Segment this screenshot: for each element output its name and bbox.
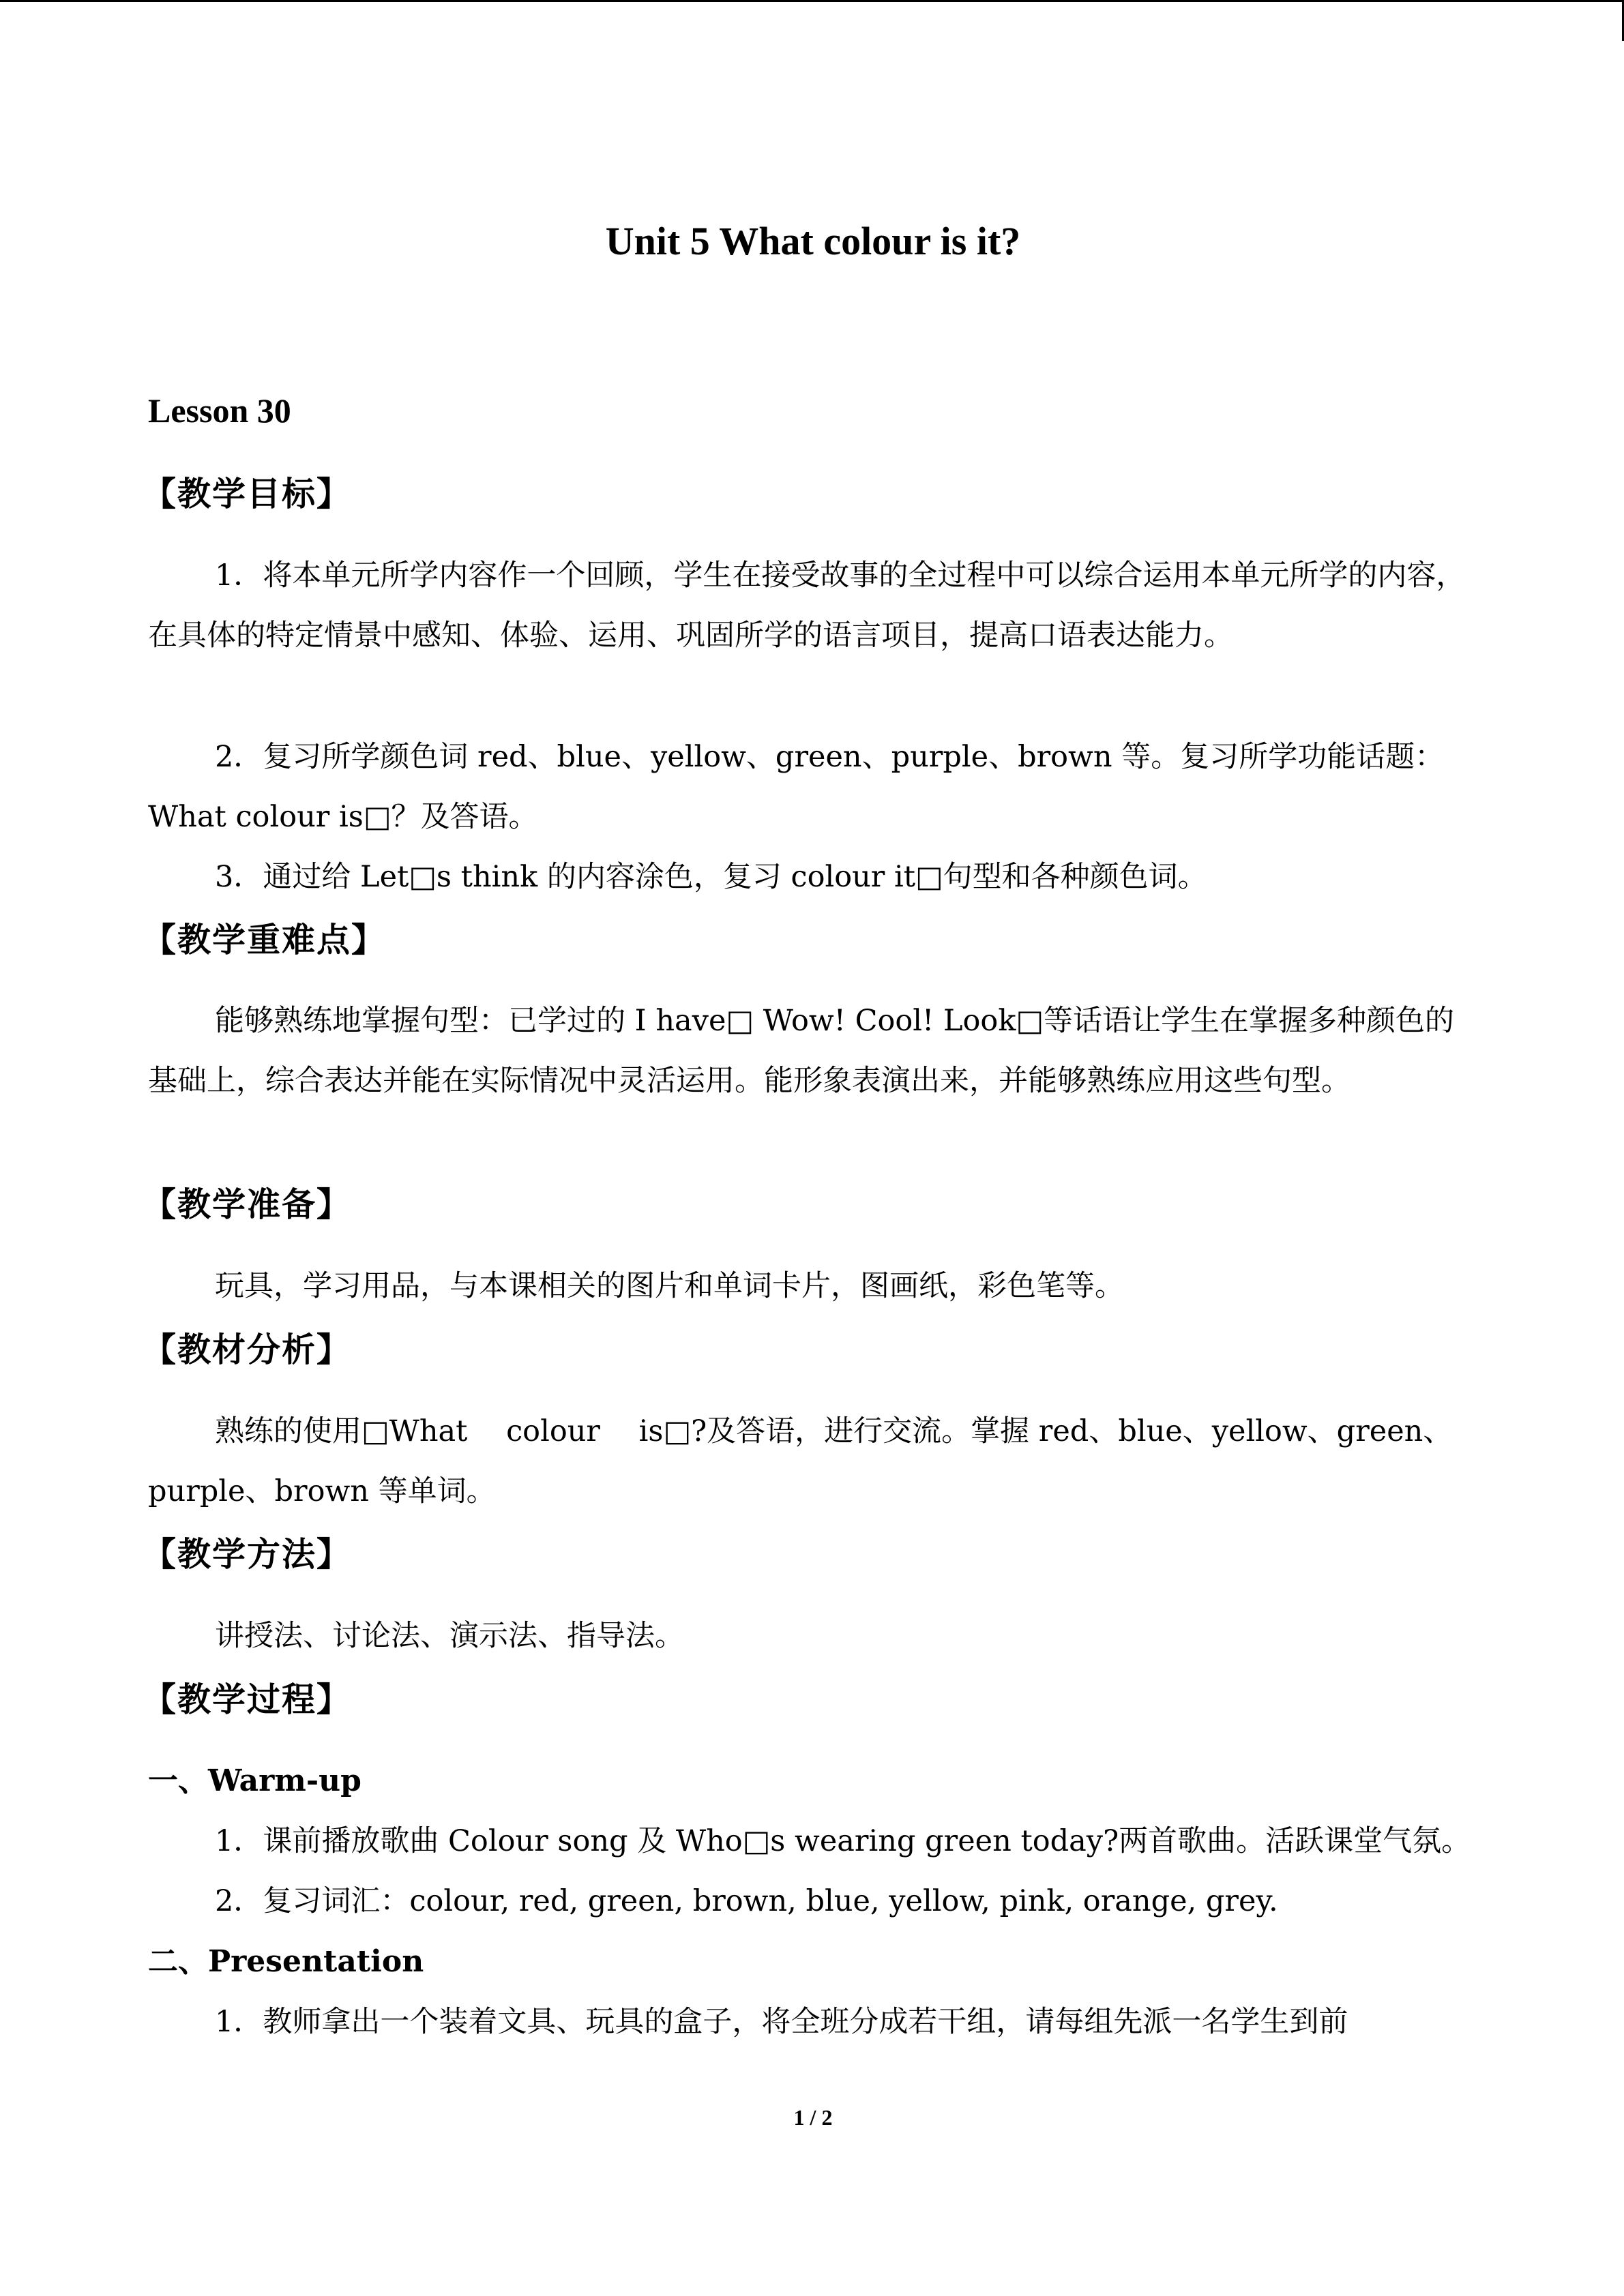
methods-paragraph [148,1606,1478,1666]
preparation-paragraph [148,1256,1478,1316]
section-heading-methods: 【教学方法】 [143,1535,352,1574]
presentation-item-1-text: 1．教师拿出一个装着文具、玩具的盒子，将全班分成若干组，请每组先派一名学生到前 [215,2005,1348,2039]
warmup-item-2 [148,1871,1478,1931]
section-heading-objectives: 【教学目标】 [143,475,352,513]
section-heading-process: 【教学过程】 [143,1680,352,1719]
presentation-item-1 [148,1992,1478,2052]
analysis-text: 熟练的使用□What colour is□?及答语，进行交流。掌握 red、blue、yellow、green、purple、brown 等单词。 [148,1414,1453,1508]
presentation-label: 二、Presentation [148,1944,424,1979]
page-number: 1 / 2 [793,2105,833,2130]
objective-item-2-text: 2．复习所学颜色词 red、blue、yellow、green、purple、brown 等。复习所学功能话题：What colour is□？及答语。 [148,740,1445,834]
lesson-label: Lesson 30 [148,391,291,430]
document-title: Unit 5 What colour is it? [605,219,1021,263]
objective-item-2 [148,727,1478,847]
section-heading-key-points: 【教学重难点】 [143,921,387,959]
key-points-paragraph [148,991,1478,1111]
warmup-label: 一、Warm-up [148,1763,361,1798]
preparation-text: 玩具，学习用品，与本课相关的图片和单词卡片，图画纸，彩色笔等。 [215,1269,1124,1303]
objective-item-3 [148,847,1478,907]
methods-text: 讲授法、讨论法、演示法、指导法。 [215,1619,684,1653]
analysis-paragraph [148,1401,1478,1521]
objective-item-1 [148,546,1478,666]
section-heading-analysis: 【教材分析】 [143,1330,352,1369]
warmup-item-1 [148,1811,1478,1871]
warmup-item-2-text: 2．复习词汇：colour, red, green, brown, blue, yellow, pink, orange, grey. [215,1884,1278,1918]
objective-item-1-text: 1．将本单元所学内容作一个回顾，学生在接受故事的全过程中可以综合运用本单元所学的内容，在具体的特定情景中感知、体验、运用、巩固所学的语言项目，提高口语表达能力。 [148,558,1466,653]
section-heading-preparation: 【教学准备】 [143,1185,352,1224]
key-points-text: 能够熟练地掌握句型：已学过的 I have□ Wow! Cool! Look□等话语让学生在掌握多种颜色的基础上，综合表达并能在实际情况中灵活运用。能形象表演出来，并能够熟练应用这些句型。 [148,1004,1455,1098]
top-border-line [0,0,1624,2]
warmup-item-1-text: 1．课前播放歌曲 Colour song 及 Who□s wearing green today?两首歌曲。活跃课堂气氛。 [215,1824,1471,1858]
objective-item-3-text: 3．通过给 Let□s think 的内容涂色，复习 colour it□句型和各种颜色词。 [215,860,1207,894]
